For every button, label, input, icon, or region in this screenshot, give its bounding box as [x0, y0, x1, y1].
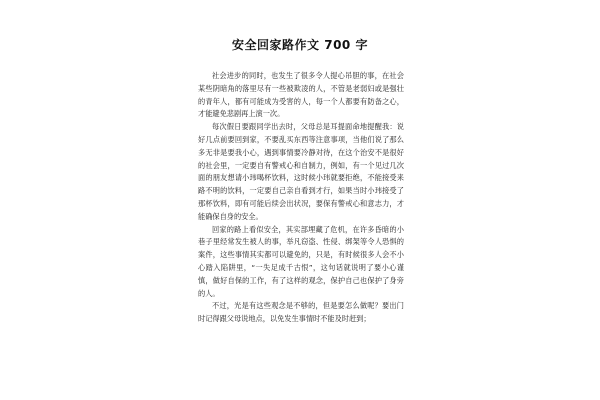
- paragraph-3: 回家的路上看似安全，其实部埋藏了危机，在许多昏暗的小巷子里经常发生被人的事，举凡窃盗、性侵、绑架等令人恐惧的案件，这些事情其实都可以避免的，只是，有时候很多人会不小心踏入陷阱里，“一失足成千古恨”，这句话就说明了要小心谨慎，做好自保的工作，有了这样的观念，保护自己也保护了身旁的人。: [198, 224, 404, 298]
- paragraph-4: 不过，光是有这些观念是不够的，但是要怎么做呢？要出门时记得跟父母说地点，以免发生事情时不能及时赶到；: [198, 301, 404, 324]
- document-body: [198, 70, 404, 326]
- paragraph-1: 社会进步的同时，也发生了很多令人提心吊胆的事，在社会某些阴暗角的落里尽有一些被欺凌的人，不管是老弱妇或是强壮的青年人，都有可能成为受害的人，每一个人都要有防备之心，才能避免悲剧再上演一次。: [198, 71, 404, 119]
- document-title: 安全回家路作文 700 字: [232, 38, 368, 52]
- paragraph-2: 每次假日要跟同学出去时，父母总是耳提面命地提醒我：说好几点前要回到家，不要乱买东西等注意事项，当他们说了那么多无非是要我小心，遇到事情要冷静对待，在这个治安不是很好的社会里，一定要自有警戒心和自制力，例如，有一个见过几次面的朋友想请小玮喝杯饮料，这时候小玮就要拒绝，不能接受来路不明的饮料，一定要自己亲自看到才行，如果当时小玮接受了那杯饮料，即有可能后续会出状况，要保有警戒心和意志力，才能确保自身的安全。: [198, 122, 404, 221]
